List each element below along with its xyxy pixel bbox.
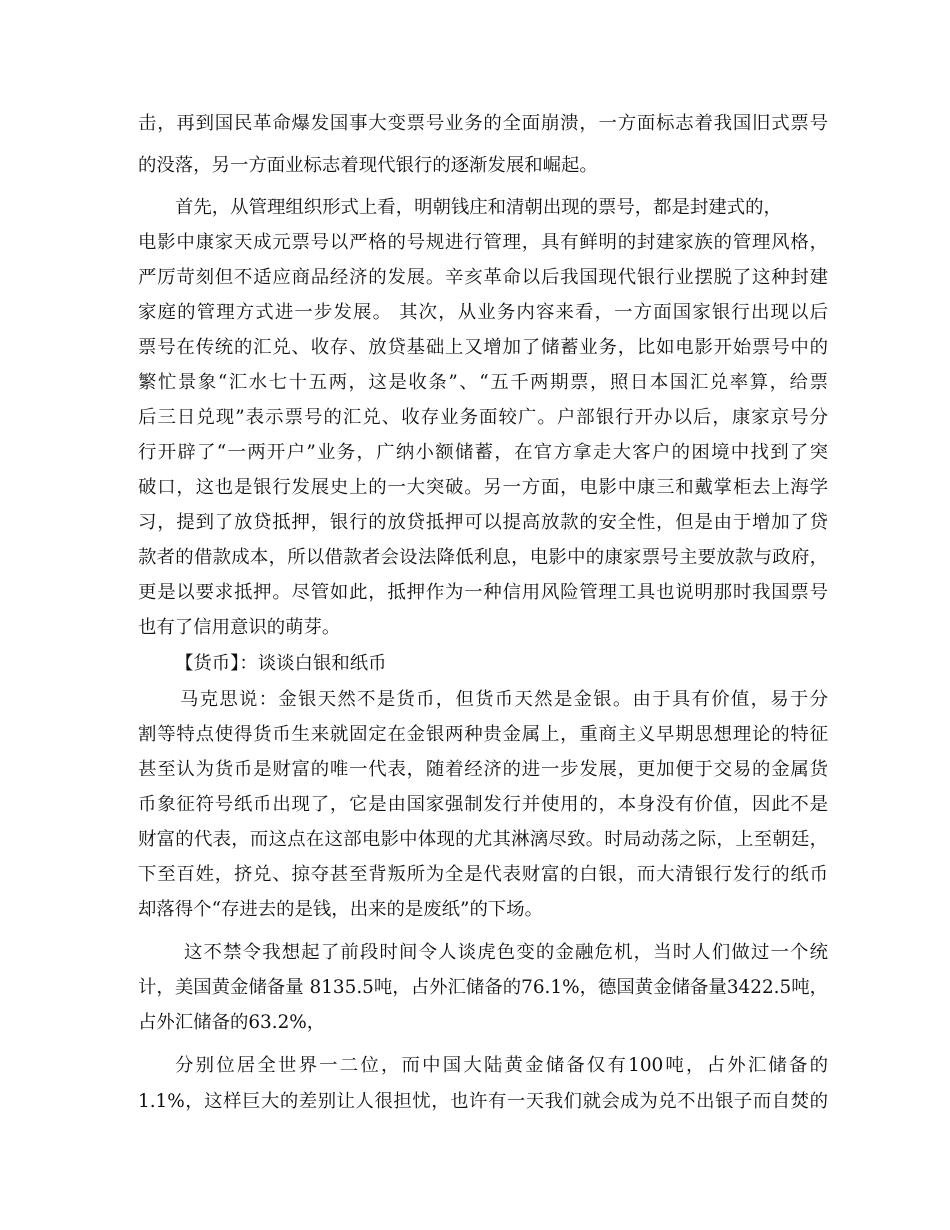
text-line: 也有了信用意识的萌芽。 [138,617,341,638]
text-line: 占外汇储备的63.2%， [138,1012,326,1033]
text-line: 繁忙景象“汇水七十五两，这是收条”、“五千两期票，照日本国汇兑率算，给票 [138,372,828,393]
text-line: 电影中康家天成元票号以严格的号规进行管理，具有鲜明的封建家族的管理风格， [138,232,828,253]
text-line: 习，提到了放贷抵押，银行的放贷抵押可以提高放款的安全性，但是由于增加了贷 [138,512,828,533]
text-line: 票号在传统的汇兑、收存、放贷基础上又增加了储蓄业务，比如电影开始票号中的 [138,337,828,358]
text-line: 更是以要求抵押。尽管如此，抵押作为一种信用风险管理工具也说明那时我国票号 [138,582,828,603]
text-line: 却落得个“存进去的是钱，出来的是废纸”的下场。 [138,899,544,920]
text-line: 行开辟了“一两开户”业务，广纳小额储蓄，在官方拿走大客户的困境中找到了突 [138,442,828,463]
text-line: 币象征符号纸币出现了，它是由国家强制发行并使用的，本身没有价值，因此不是 [138,794,828,815]
text-line: 财富的代表，而这点在这部电影中体现的尤其淋漓尽致。时局动荡之际，上至朝廷， [138,829,828,850]
text-line: 割等特点使得货币生来就固定在金银两种贵金属上，重商主义早期思想理论的特征 [138,724,828,745]
text-line: 击，再到国民革命爆发国事大变票号业务的全面崩溃，一方面标志着我国旧式票号 [138,113,828,134]
text-line: 款者的借款成本，所以借款者会设法降低利息，电影中的康家票号主要放款与政府， [138,547,828,568]
text-line: 1.1%，这样巨大的差别让人很担忧，也许有一天我们就会成为兑不出银子而自焚的 [138,1091,828,1112]
text-line: 严厉苛刻但不适应商品经济的发展。辛亥革命以后我国现代银行业摆脱了这种封建 [138,267,828,288]
text-line: 这不禁令我想起了前段时间令人谈虎色变的金融危机，当时人们做过一个统 [184,942,828,963]
text-line: 家庭的管理方式进一步发展。 其次，从业务内容来看，一方面国家银行出现以后 [138,302,828,323]
text-line: 首先，从管理组织形式上看，明朝钱庄和清朝出现的票号，都是封建式的， [175,197,782,218]
text-line: 的没落，另一方面业标志着现代银行的逐渐发展和崛起。 [138,155,598,176]
text-line: 下至百姓，挤兑、掠夺甚至背叛所为全是代表财富的白银，而大清银行发行的纸币 [138,864,828,885]
text-line: 分别位居全世界一二位，而中国大陆黄金储备仅有100吨，占外汇储备的 [175,1055,828,1076]
text-line: 甚至认为货币是财富的唯一代表，随着经济的进一步发展，更加便于交易的金属货 [138,759,828,780]
section-heading: 【货币】：谈谈白银和纸币 [175,653,387,674]
text-line: 破口，这也是银行发展史上的一大突破。另一方面，电影中康三和戴掌柜去上海学 [138,477,828,498]
text-line: 马克思说：金银天然不是货币，但货币天然是金银。由于具有价值，易于分 [180,689,828,710]
text-line: 后三日兑现”表示票号的汇兑、收存业务面较广。户部银行开办以后，康家京号分 [138,407,828,428]
text-line: 计，美国黄金储备量 8135.5吨，占外汇储备的76.1%，德国黄金储备量3422.5吨， [138,977,828,998]
